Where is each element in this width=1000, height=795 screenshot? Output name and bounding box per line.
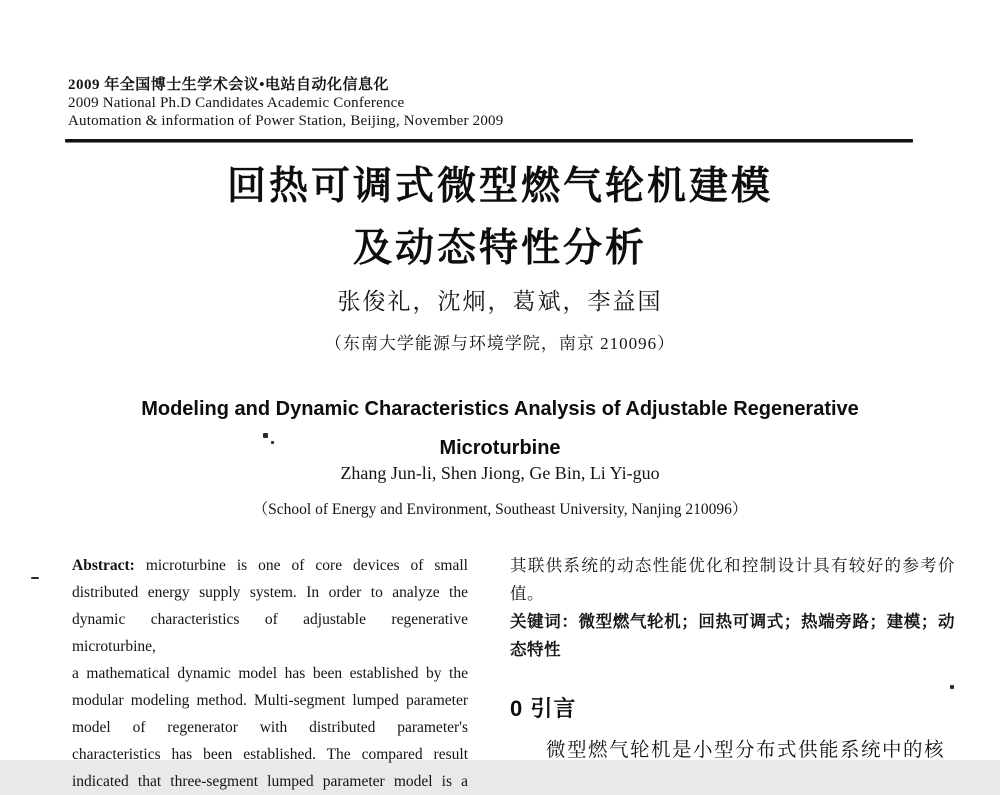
left-column <box>72 552 468 795</box>
abstract-block <box>72 552 468 795</box>
header-divider-rule <box>65 139 913 142</box>
abstract-line: distributed energy supply system. In order to analyze the <box>72 584 468 601</box>
keywords-line: 关键词：微型燃气轮机；回热可调式；热端旁路；建模；动 <box>510 613 955 631</box>
paper-title-zh <box>0 156 1000 280</box>
scan-artifact-speck <box>950 685 954 689</box>
keywords-block <box>510 608 955 664</box>
abstract-zh-tail <box>510 552 955 608</box>
paper-title-zh-line2: 及动态特性分析 <box>352 227 647 270</box>
running-head <box>68 76 503 130</box>
paper-title-en <box>0 390 1000 468</box>
authors-zh: 张俊礼，沈炯，葛斌，李益国 <box>337 289 663 314</box>
keywords-line: 态特性 <box>510 641 561 659</box>
paper-title-zh-line1: 回热可调式微型燃气轮机建模 <box>226 165 773 208</box>
scan-artifact-dash <box>31 577 39 579</box>
abstract-line: Abstract: microturbine is one of core devices of small <box>72 557 468 574</box>
abstract-line: model of regenerator with distributed parameter's <box>72 719 468 736</box>
affiliation-zh: （东南大学能源与环境学院，南京 210096） <box>324 334 676 353</box>
conference-subtitle-en: Automation & information of Power Station, Beijing, November 2009 <box>68 113 504 129</box>
abstract-line: characteristics has been established. The compared result <box>72 746 468 763</box>
scan-artifact-dot <box>271 441 274 444</box>
abstract-line: dynamic characteristics of adjustable regenerative microturbine, <box>72 611 468 655</box>
conference-title-en: 2009 National Ph.D Candidates Academic Conference <box>68 95 405 111</box>
right-column <box>510 552 955 795</box>
abstract-line: a mathematical dynamic model has been established by the <box>72 665 468 682</box>
affiliation-en: （School of Energy and Environment, Southeast University, Nanjing 210096） <box>252 501 748 518</box>
paper-title-en-line2: Microturbine <box>439 437 561 459</box>
conference-title-zh: 2009 年全国博士生学术会议•电站自动化信息化 <box>68 77 390 93</box>
abstract-line: modular modeling method. Multi-segment lumped parameter <box>72 692 468 709</box>
scan-artifact-dot <box>263 433 268 438</box>
abstract-line: indicated that three-segment lumped parameter model is a <box>72 773 468 790</box>
abstract-zh-line: 值。 <box>510 584 544 603</box>
two-column-body <box>72 552 955 795</box>
paper-title-en-line1: Modeling and Dynamic Characteristics Analysis of Adjustable Regenerative <box>141 398 859 420</box>
abstract-label: Abstract: <box>72 557 135 574</box>
abstract-zh-line: 其联供系统的动态性能优化和控制设计具有较好的参考价 <box>510 556 955 575</box>
authors-en: Zhang Jun-li, Shen Jiong, Ge Bin, Li Yi-guo <box>340 463 660 483</box>
section-heading-introduction: 0 引言 <box>510 696 577 721</box>
introduction-first-line: 微型燃气轮机是小型分布式供能系统中的核 <box>546 740 946 761</box>
